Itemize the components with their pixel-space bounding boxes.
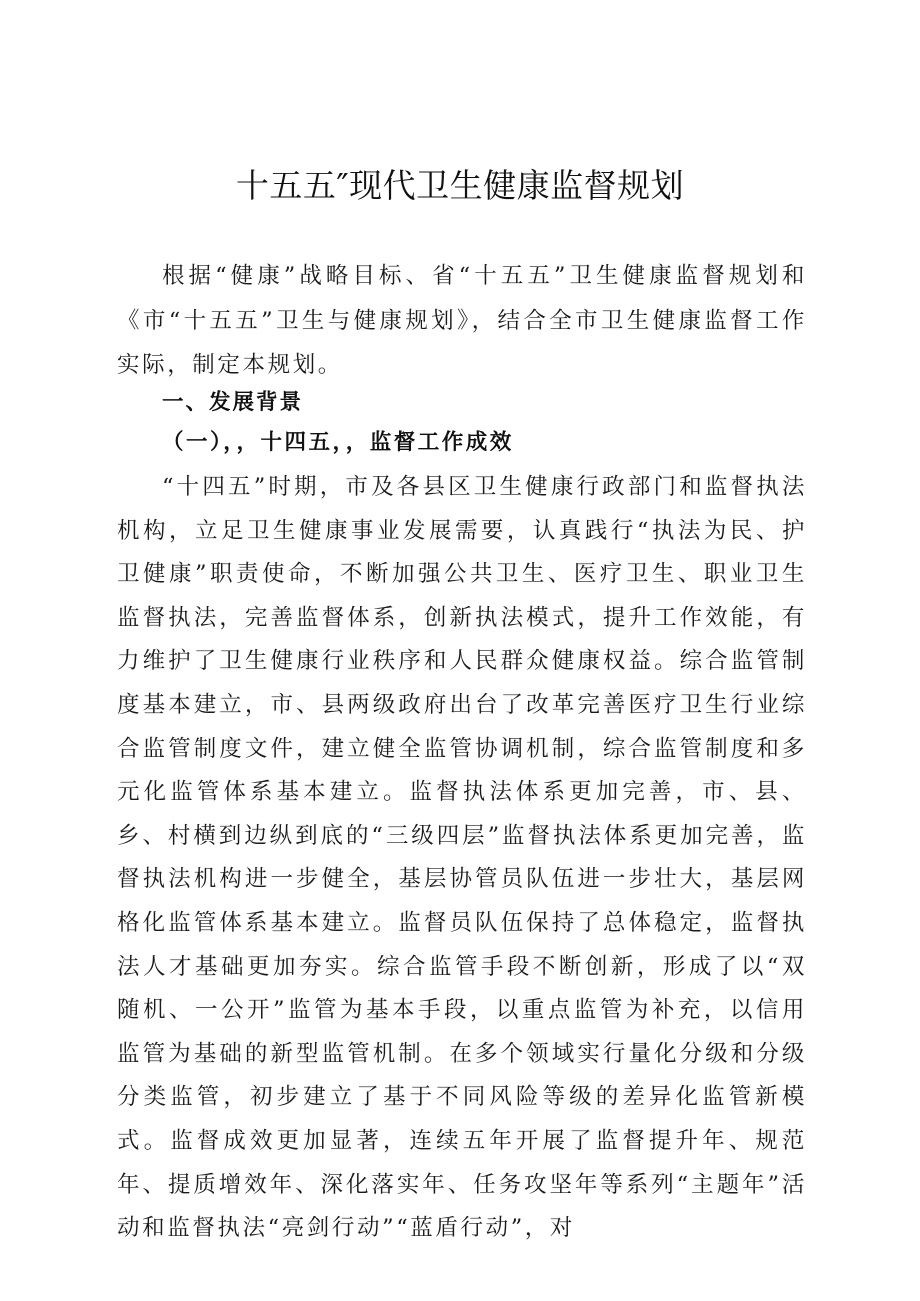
document-title: 十五五″现代卫生健康监督规划 <box>235 166 685 205</box>
body-paragraph: “十四五”时期，市及各县区卫生健康行政部门和监督执法机构，立足卫生健康事业发展需要，认真践行“执法为民、护卫健康”职责使命，不断加强公共卫生、医疗卫生、职业卫生监督执法，完善监督体系，创新执法模式，提升工作效能，有力维护了卫生健康行业秩序和人民群众健康权益。综合监管制度基本建立，市、县两级政府出台了改革完善医疗卫生行业综合监管制度文件，建立健全监管协调机制，综合监管制度和多元化监管体系基本建立。监督执法体系更加完善，市、县、乡、村横到边纵到底的“三级四层”监督执法体系更加完善，监督执法机构进一步健全，基层协管员队伍进一步壮大，基层网格化监管体系基本建立。监督员队伍保持了总体稳定，监督执法人才基础更加夯实。综合监管手段不断创新，形成了以“双随机、一公开”监管为基本手段，以重点监管为补充，以信用监管为基础的新型监管机制。在多个领域实行量化分级和分级分类监管，初步建立了基于不同风险等级的差异化监管新模式。监督成效更加显著，连续五年开展了监督提升年、规范年、提质增效年、深化落实年、任务攻坚年等系列“主题年”活动和监督执法“亮剑行动”“蓝盾行动”，对 <box>117 474 807 1242</box>
intro-paragraph: 根据“健康”战略目标、省“十五五”卫生健康监督规划和《市“十五五”卫生与健康规划》，结合全市卫生健康监督工作实际，制定本规划。 <box>117 263 807 378</box>
section-heading-background: 一、发展背景 <box>162 390 304 415</box>
subsection-heading-achievements: （一），，十四五，，监督工作成效 <box>162 430 514 455</box>
